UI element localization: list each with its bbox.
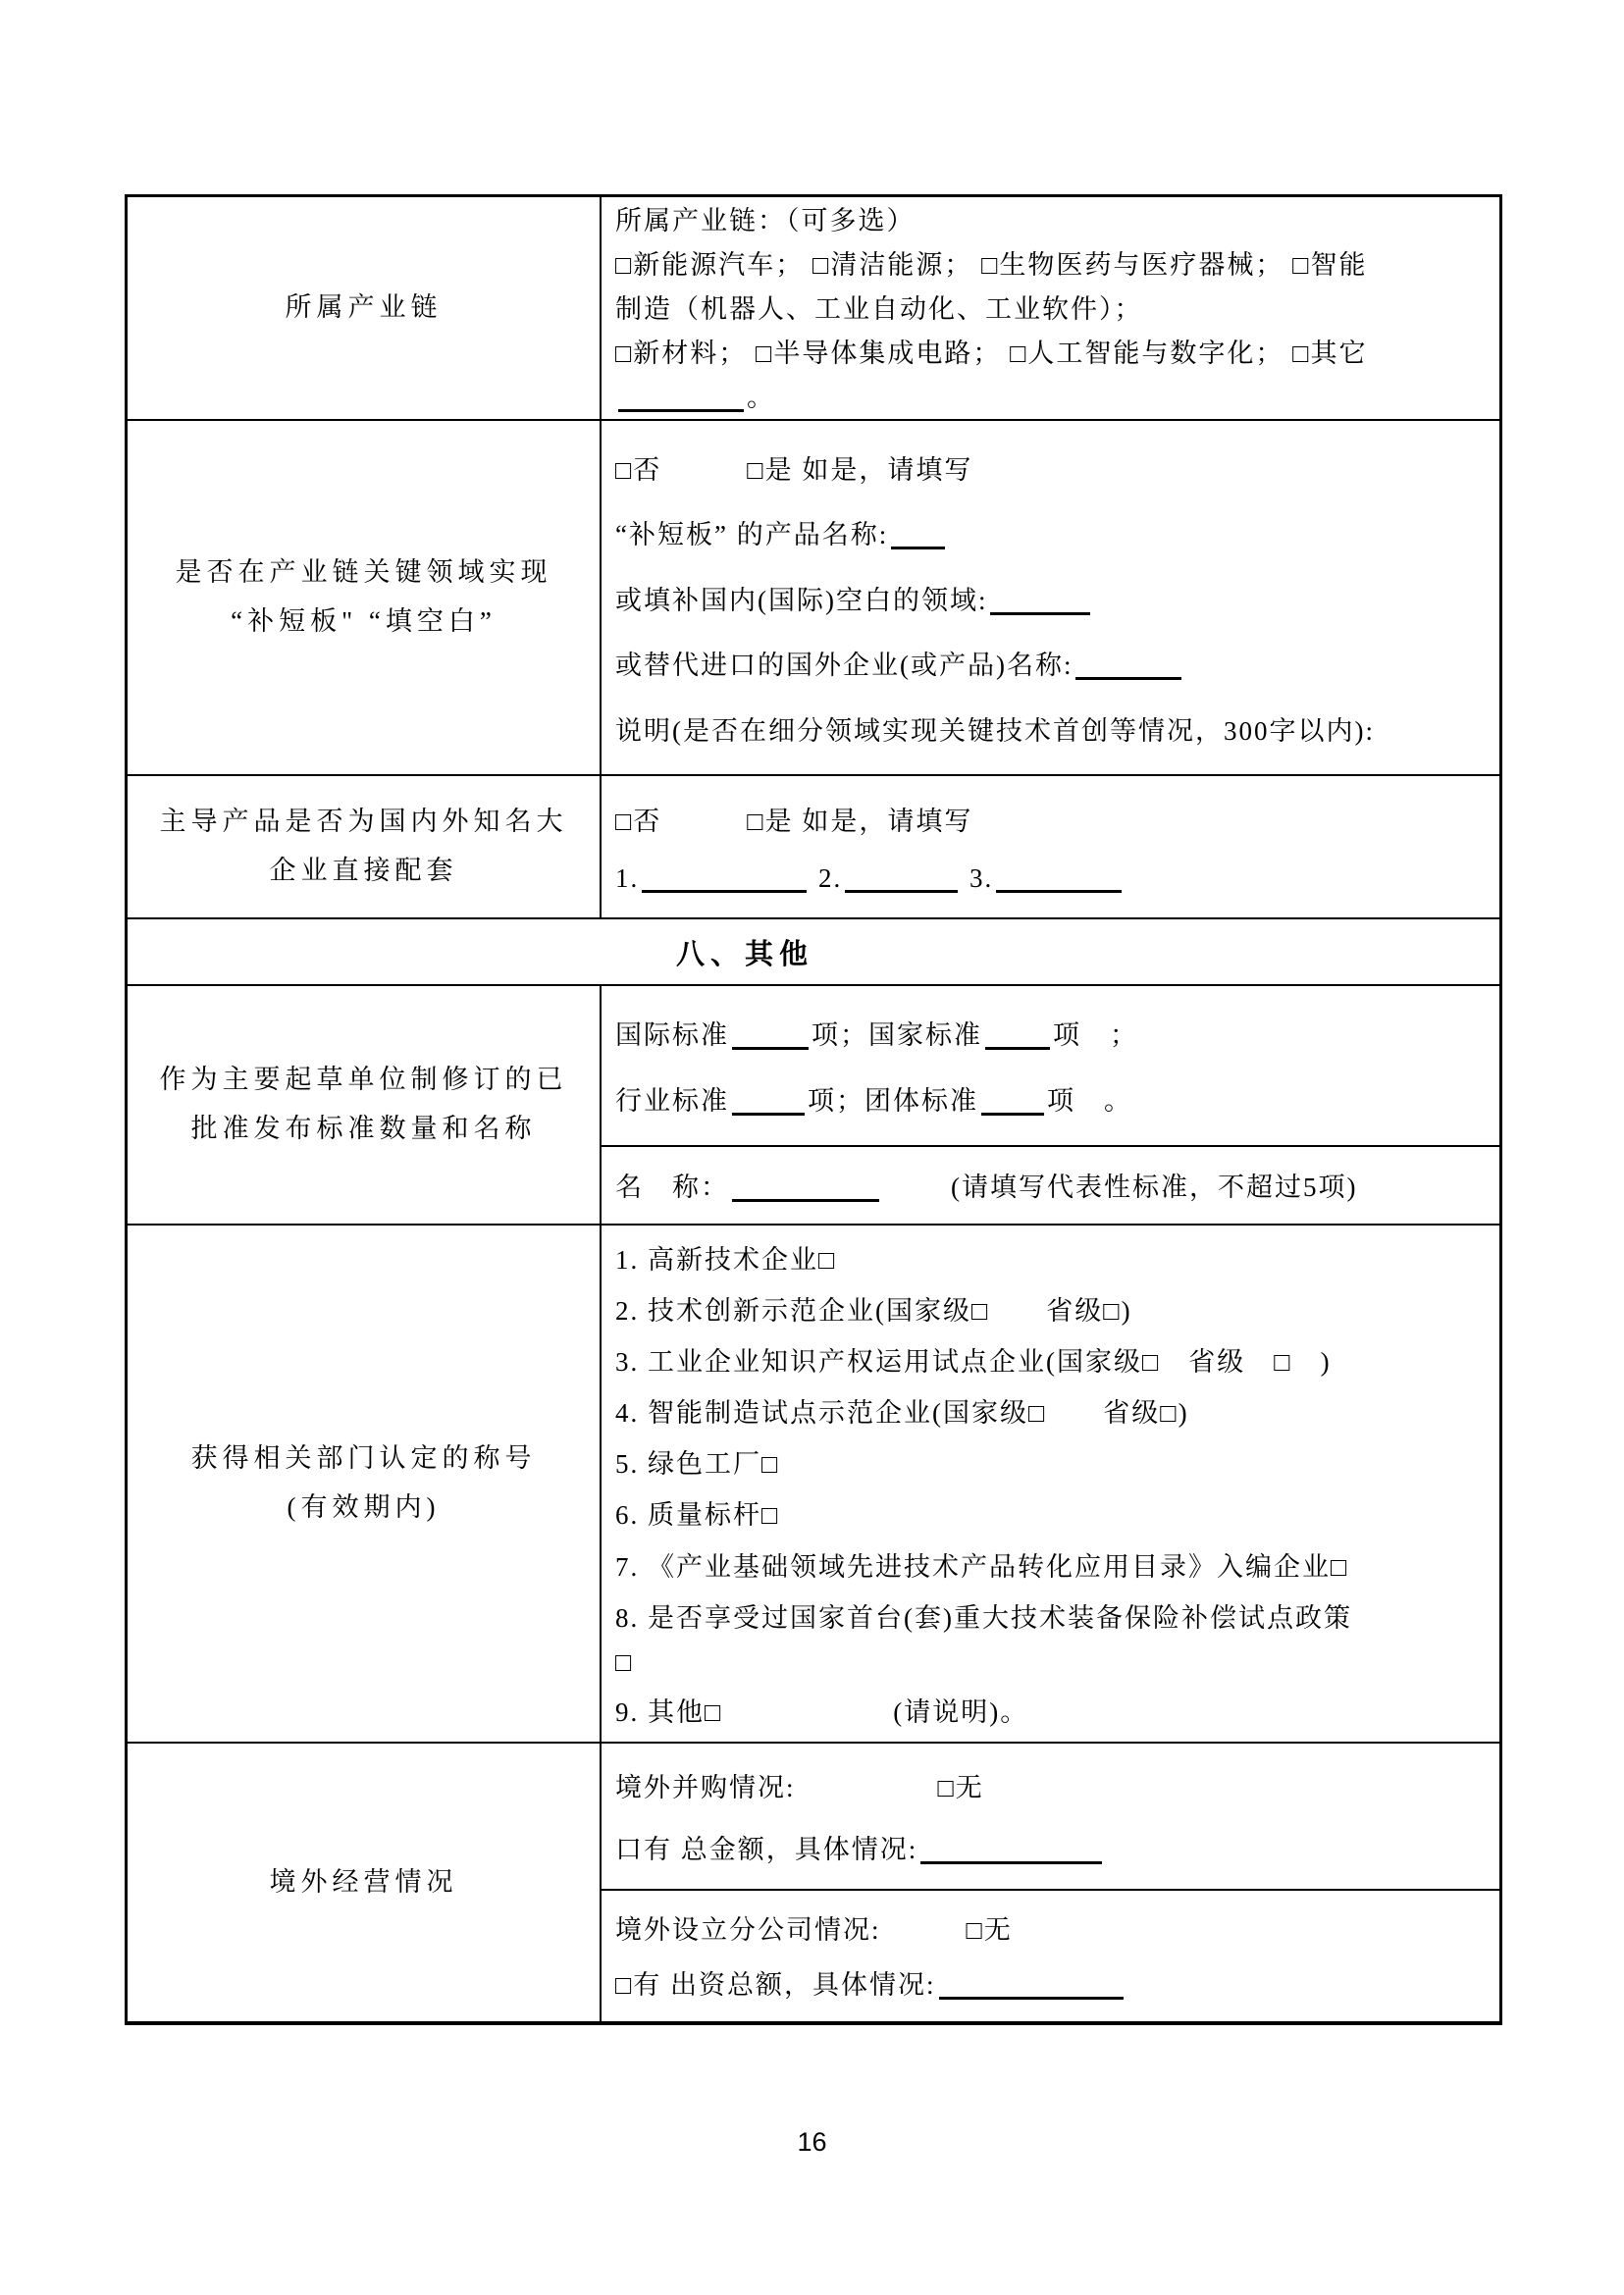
line-text: □ — [615, 1646, 634, 1677]
row-shortboard-label-cell — [128, 421, 602, 774]
row-major-supporting-content-cell — [602, 776, 1499, 917]
form-line — [615, 1691, 1490, 1729]
row-shortboard — [128, 421, 1499, 776]
row-label: 企业直接配套 — [269, 856, 458, 885]
form-line — [615, 1596, 1490, 1635]
line-text: (请填写代表性标准，不超过5项) — [951, 1172, 1358, 1202]
line-text: □否 □是 如是，请填写 — [615, 454, 973, 485]
blank-field — [996, 862, 1122, 893]
blank-field — [990, 585, 1090, 615]
line-text: 项；国家标准 — [812, 1020, 982, 1050]
form-line — [615, 243, 1490, 287]
line-text: 或填补国内(国际)空白的领域: — [615, 585, 988, 615]
line-text: 境外设立分公司情况: □无 — [615, 1914, 1013, 1945]
form-line — [615, 1238, 1490, 1277]
form-line — [615, 800, 1490, 838]
line-text: 或替代进口的国外企业(或产品)名称: — [615, 651, 1074, 680]
row-shortboard-content-cell — [602, 421, 1499, 774]
row-label: 所属产业链 — [285, 292, 443, 323]
line-text: 项 ； — [1053, 1020, 1138, 1050]
overseas-merger-subrow — [602, 1744, 1499, 1891]
blank-field — [985, 1019, 1050, 1050]
line-text: 。 — [747, 383, 775, 412]
line-text: □新材料； □半导体集成电路； □人工智能与数字化； □其它 — [615, 339, 1368, 368]
row-label: “补短板" “填空白” — [231, 606, 497, 636]
form-line — [615, 332, 1490, 376]
row-honors-content-cell — [602, 1226, 1499, 1742]
form-line — [615, 513, 1490, 551]
form-line — [615, 1340, 1490, 1379]
line-text: 3. — [969, 862, 994, 893]
blank-field — [732, 1172, 879, 1202]
row-label: 是否在产业链关键领域实现 — [175, 557, 552, 588]
line-text: 2. 技术创新示范企业(国家级□ 省级□) — [615, 1296, 1132, 1327]
form-line — [615, 1963, 1490, 2002]
row-standards-label-cell — [128, 986, 602, 1224]
blank-field — [845, 862, 958, 893]
line-text: 2. — [818, 862, 843, 893]
form-line — [615, 709, 1490, 748]
standards-name-subrow — [602, 1147, 1499, 1222]
form-line — [615, 1166, 1490, 1204]
section-header-row — [128, 919, 1499, 986]
line-text: 口有 总金额，具体情况: — [615, 1834, 918, 1864]
line-text: 项 。 — [1047, 1086, 1132, 1116]
line-text: 1. 高新技术企业□ — [615, 1245, 837, 1276]
line-text: 名 称： — [615, 1172, 729, 1202]
blank-field — [732, 1019, 809, 1050]
section-header: 八、其他 — [675, 938, 813, 970]
row-label: (有效期内) — [287, 1492, 441, 1522]
line-text: □新能源汽车； □清洁能源； □生物医药与医疗器械； □智能 — [615, 250, 1368, 280]
line-text: 6. 质量标杆□ — [615, 1500, 780, 1531]
blank-field — [1075, 650, 1181, 680]
blank-field — [981, 1085, 1044, 1116]
standards-counts-subrow — [602, 986, 1499, 1147]
line-text: 所属产业链：（可多选） — [615, 206, 916, 235]
row-honors-label-cell — [128, 1226, 602, 1742]
form-line — [615, 1014, 1490, 1052]
line-text: 境外并购情况: □无 — [615, 1773, 984, 1803]
line-text: 3. 工业企业知识产权运用试点企业(国家级□ 省级 □ ) — [615, 1347, 1332, 1378]
blank-field — [618, 382, 744, 412]
form-line — [615, 1289, 1490, 1328]
form-line — [615, 1766, 1490, 1804]
line-text: □否 □是 如是，请填写 — [615, 807, 973, 837]
row-label: 境外经营情况 — [269, 1866, 458, 1897]
row-label: 批准发布标准数量和名称 — [190, 1114, 537, 1143]
line-text: □有 出资总额，具体情况: — [615, 1970, 936, 2001]
form-line — [615, 1545, 1490, 1584]
line-text: “补短板” 的产品名称: — [615, 520, 889, 549]
row-honors — [128, 1226, 1499, 1744]
line-text: 4. 智能制造试点示范企业(国家级□ 省级□) — [615, 1398, 1189, 1429]
form-line — [615, 579, 1490, 617]
form-line — [615, 862, 1490, 894]
form-line — [615, 1493, 1490, 1532]
form-line — [615, 287, 1490, 332]
form-table — [125, 194, 1502, 2025]
overseas-branch-subrow — [602, 1891, 1499, 2019]
row-industry-chain-content-cell — [602, 197, 1499, 419]
form-line — [615, 1391, 1490, 1430]
line-text: 国际标准 — [615, 1020, 729, 1050]
line-text: 7. 《产业基础领域先进技术产品转化应用目录》入编企业□ — [615, 1551, 1349, 1582]
form-line — [615, 448, 1490, 487]
line-text: 1. — [615, 862, 640, 893]
page-number: 16 — [797, 2127, 827, 2157]
blank-field — [891, 519, 945, 549]
form-line — [615, 1079, 1490, 1118]
form-line — [615, 1442, 1490, 1481]
form-line — [615, 644, 1490, 682]
line-text: 5. 绿色工厂□ — [615, 1449, 780, 1480]
line-text: 8. 是否享受过国家首台(套)重大技术装备保险补偿试点政策 — [615, 1602, 1352, 1633]
row-standards — [128, 986, 1499, 1226]
row-industry-chain — [128, 197, 1499, 421]
blank-field — [642, 862, 807, 893]
row-major-supporting — [128, 776, 1499, 919]
row-label: 主导产品是否为国内外知名大 — [159, 807, 568, 837]
blank-field — [939, 1969, 1124, 2000]
row-overseas — [128, 1744, 1499, 2021]
form-line — [615, 1908, 1490, 1947]
form-line — [615, 1828, 1490, 1866]
row-major-supporting-label-cell — [128, 776, 602, 917]
blank-field — [732, 1085, 805, 1116]
blank-field — [920, 1834, 1102, 1864]
line-text: 行业标准 — [615, 1086, 729, 1116]
row-standards-content-cell — [602, 986, 1499, 1224]
form-line — [615, 199, 1490, 243]
line-text: 说明(是否在细分领域实现关键技术首创等情况，300字以内): — [615, 715, 1375, 746]
line-text: 制造（机器人、工业自动化、工业软件）； — [615, 294, 1143, 324]
form-line — [615, 1647, 1490, 1678]
row-label: 获得相关部门认定的称号 — [190, 1443, 537, 1474]
row-overseas-label-cell — [128, 1744, 602, 2021]
row-industry-chain-label-cell — [128, 197, 602, 419]
row-label: 作为主要起草单位制修订的已 — [159, 1065, 568, 1095]
row-overseas-content-cell — [602, 1744, 1499, 2021]
line-text: 9. 其他□ (请说明)。 — [615, 1696, 1029, 1727]
form-line — [615, 376, 1490, 420]
line-text: 项；团体标准 — [808, 1086, 978, 1116]
